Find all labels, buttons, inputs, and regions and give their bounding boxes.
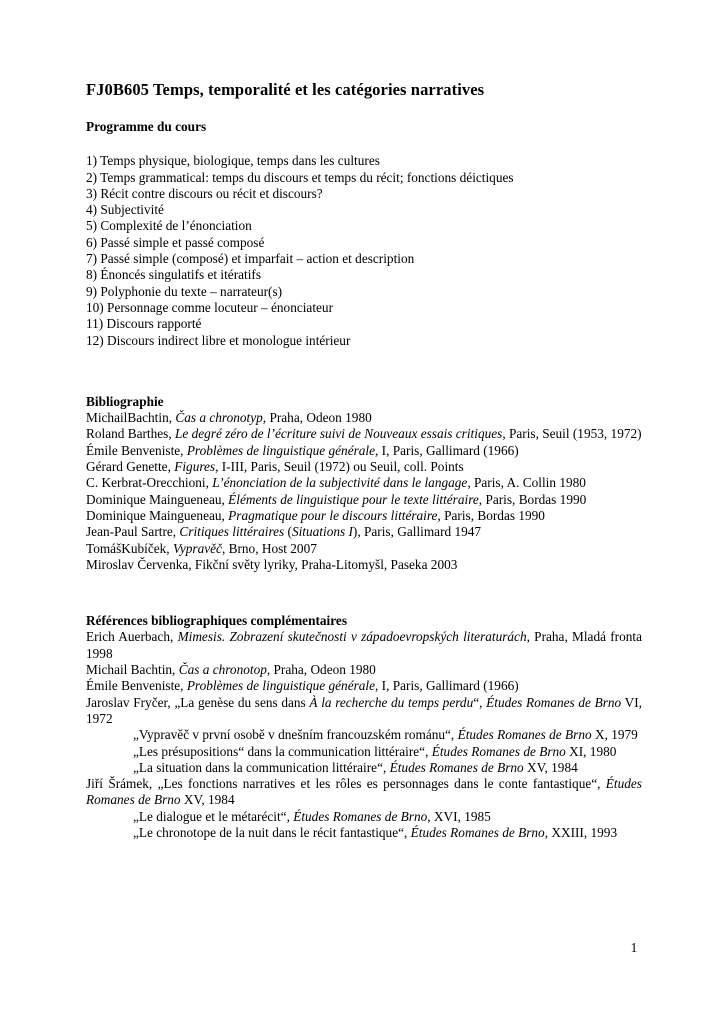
citation-text: „Les présupositions“ dans la communication littéraire“,: [133, 743, 432, 759]
bibliography-entry: [86, 459, 642, 475]
citation-text: TomášKubíček,: [86, 540, 173, 556]
reference-entry: [86, 744, 642, 760]
programme-item: 10) Personnage comme locuteur – énonciateur: [86, 299, 334, 315]
citation-text: VI, 1972: [86, 694, 642, 726]
references-heading: Références bibliographiques complémentaires: [86, 613, 347, 629]
reference-entry: [86, 809, 642, 825]
citation-text: Erich Auerbach,: [86, 629, 178, 645]
bibliography-entry: [86, 524, 642, 540]
bibliography-entry: [86, 475, 642, 491]
citation-text: , XXIII, 1993: [544, 824, 618, 840]
work-title: Études Romanes de Brno: [486, 694, 622, 710]
citation-text: , Paris, Bordas 1990: [437, 507, 545, 523]
citation-text: „La situation dans la communication littéraire“,: [133, 759, 390, 775]
citation-text: ), Paris, Gallimard 1947: [352, 524, 482, 540]
citation-text: „Vypravěč v první osobě v dnešním francouzském románu“,: [133, 727, 458, 743]
citation-text: , XVI, 1985: [427, 808, 491, 824]
citation-text: , Paris, Seuil (1953, 1972): [502, 426, 642, 442]
bibliography-entry: [86, 508, 642, 524]
work-title: Critiques littéraires: [179, 524, 285, 540]
bibliography-entry: [86, 557, 642, 573]
work-title: Figures: [174, 459, 216, 475]
references-spacer: [86, 573, 642, 613]
programme-item: 2) Temps grammatical: temps du discours et temps du récit; fonctions déictiques: [86, 169, 514, 185]
citation-text: Émile Benveniste,: [86, 442, 187, 458]
citation-text: X, 1979: [591, 727, 638, 743]
work-title: Éléments de linguistique pour le texte littéraire: [228, 491, 479, 507]
bibliography-entry: [86, 443, 642, 459]
citation-text: , I, Paris, Gallimard (1966): [375, 442, 519, 458]
programme-item: 5) Complexité de l’énonciation: [86, 218, 252, 234]
citation-text: MichailBachtin,: [86, 410, 176, 426]
citation-text: Jiří Šrámek, „Les fonctions narratives et les rôles es personnages dans le conte fantastique“,: [86, 776, 606, 792]
programme-item: 3) Récit contre discours ou récit et discours?: [86, 185, 323, 201]
citation-text: , Paris, A. Collin 1980: [467, 475, 586, 491]
citation-text: Michail Bachtin,: [86, 662, 179, 678]
title-spacer: [86, 99, 642, 119]
citation-text: , Praha, Odeon 1980: [266, 662, 376, 678]
reference-entry: [86, 695, 642, 728]
reference-entry: [86, 727, 642, 743]
reference-entry: [86, 776, 642, 809]
page-title: FJ0B605 Temps, temporalité et les catégories narratives: [86, 80, 485, 99]
bibliography-entry: [86, 426, 642, 442]
bibliography-entry: [86, 410, 642, 426]
citation-text: (: [284, 524, 292, 540]
work-title: Études Romanes de Brno: [410, 824, 545, 840]
work-title: À la recherche du temps perdu: [309, 694, 474, 710]
citation-text: XI, 1980: [565, 743, 617, 759]
citation-text: Dominique Maingueneau,: [86, 507, 229, 523]
work-title: Pragmatique pour le discours littéraire: [228, 507, 438, 523]
citation-text: , I, Paris, Gallimard (1966): [375, 678, 519, 694]
work-title: Situations I: [291, 524, 353, 540]
bibliographie-heading: Bibliographie: [86, 393, 164, 409]
citation-text: Miroslav Červenka, Fikční světy lyriky, Praha-Litomyšl, Paseka 2003: [86, 556, 458, 572]
bibliography-entry: [86, 541, 642, 557]
work-title: Problèmes de linguistique générale: [186, 442, 376, 458]
citation-text: Émile Benveniste,: [86, 678, 187, 694]
work-title: Le degré zéro de l’écriture suivi de Nouveaux essais critiques: [175, 426, 503, 442]
bibliography-entry: [86, 492, 642, 508]
citation-text: , Paris, Bordas 1990: [478, 491, 587, 507]
citation-text: Roland Barthes,: [86, 426, 176, 442]
programme-item: 6) Passé simple et passé composé: [86, 234, 265, 250]
citation-text: XV, 1984: [523, 759, 578, 775]
work-title: Études Romanes de Brno: [457, 727, 592, 743]
citation-text: , Brno, Host 2007: [221, 540, 317, 556]
citation-text: , I-III, Paris, Seuil (1972) ou Seuil, coll. Points: [215, 459, 464, 475]
reference-entry: [86, 678, 642, 694]
citation-text: , Praha, Odeon 1980: [262, 410, 372, 426]
reference-entry: [86, 629, 642, 662]
citation-text: Jaroslav Fryčer, „La genèse du sens dans: [86, 694, 310, 710]
page-number: 1: [630, 940, 638, 955]
reference-entry: [86, 760, 642, 776]
references-list: [86, 629, 642, 841]
citation-text: Gérard Genette,: [86, 459, 175, 475]
reference-entry: [86, 662, 642, 678]
citation-text: „Le dialogue et le métarécit“,: [133, 808, 294, 824]
programme-item: 9) Polyphonie du texte – narrateur(s): [86, 283, 283, 299]
citation-text: C. Kerbrat-Orecchioni,: [86, 475, 213, 491]
programme-spacer: [86, 135, 642, 153]
citation-text: , Praha, Mladá fronta 1998: [86, 629, 642, 661]
work-title: Études Romanes de Brno: [293, 808, 428, 824]
document-body: [86, 80, 642, 841]
bibliographie-list: [86, 410, 642, 573]
citation-text: Jean-Paul Sartre,: [86, 524, 180, 540]
work-title: Mimesis. Zobrazení skutečnosti v západoevropských literaturách: [177, 629, 527, 645]
programme-item: 11) Discours rapporté: [86, 316, 202, 332]
citation-text: XV, 1984: [180, 792, 235, 808]
citation-text: “,: [473, 694, 487, 710]
programme-list: [86, 153, 642, 349]
work-title: L’énonciation de la subjectivité dans le langage: [212, 475, 468, 491]
work-title: Études Romanes de Brno: [86, 776, 642, 808]
programme-item: 1) Temps physique, biologique, temps dans les cultures: [86, 153, 380, 169]
citation-text: Dominique Maingueneau,: [86, 491, 229, 507]
work-title: Études Romanes de Brno: [431, 743, 566, 759]
programme-item: 4) Subjectivité: [86, 202, 164, 218]
programme-item: 12) Discours indirect libre et monologue intérieur: [86, 332, 351, 348]
reference-entry: [86, 825, 642, 841]
work-title: Vypravěč: [172, 540, 222, 556]
work-title: Études Romanes de Brno: [389, 759, 524, 775]
work-title: Čas a chronotyp: [175, 410, 263, 426]
work-title: Čas a chronotop: [178, 662, 267, 678]
programme-item: 7) Passé simple (composé) et imparfait – action et description: [86, 251, 415, 267]
bibliographie-spacer: [86, 349, 642, 394]
programme-heading: Programme du cours: [86, 119, 207, 134]
programme-item: 8) Énoncés singulatifs et itératifs: [86, 267, 262, 283]
citation-text: „Le chronotope de la nuit dans le récit fantastique“,: [133, 824, 411, 840]
work-title: Problèmes de linguistique générale: [186, 678, 376, 694]
